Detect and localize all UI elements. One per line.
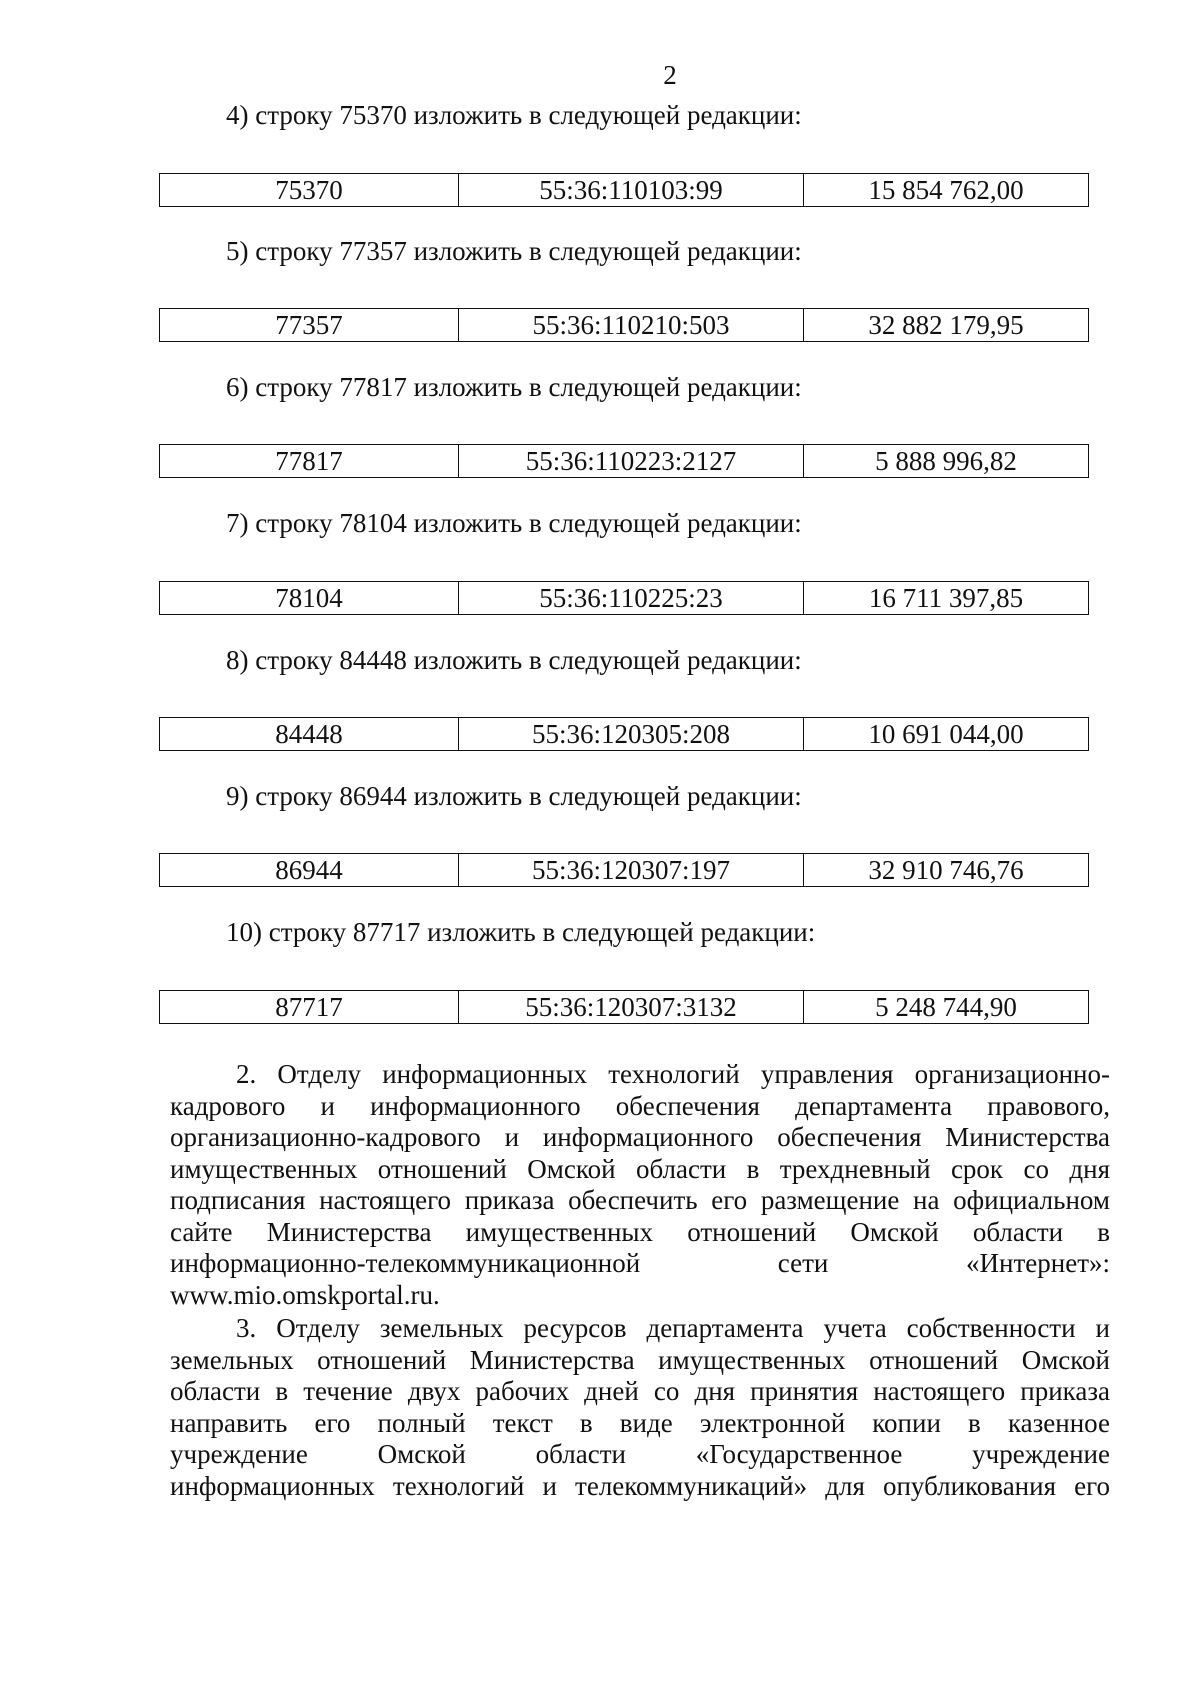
table-row bbox=[160, 445, 1089, 478]
amendment-intro: 10) строку 87717 изложить в следующей редакции: bbox=[226, 917, 816, 947]
row-code-cell: 77357 bbox=[160, 309, 459, 342]
paragraph-line: подписания настоящего приказа обеспечить его размещение на официальном bbox=[170, 1185, 1110, 1215]
cadastral-number-cell: 55:36:120307:197 bbox=[459, 854, 804, 887]
amendment-intro: 6) строку 77817 изложить в следующей редакции: bbox=[226, 372, 802, 402]
amendment-table bbox=[159, 990, 1089, 1024]
table-row bbox=[160, 582, 1089, 615]
amendment-intro: 4) строку 75370 изложить в следующей редакции: bbox=[226, 100, 802, 130]
row-code-cell: 86944 bbox=[160, 854, 459, 887]
amendment-table bbox=[159, 308, 1089, 342]
cadastral-number-cell: 55:36:110225:23 bbox=[459, 582, 804, 615]
row-code-cell: 75370 bbox=[160, 174, 459, 207]
table-row bbox=[160, 309, 1089, 342]
paragraph-line: информационных технологий и телекоммуникаций» для опубликования его bbox=[170, 1470, 1110, 1501]
website-link[interactable]: www.mio.omskportal.ru. bbox=[170, 1279, 440, 1310]
cadastral-value-cell: 5 888 996,82 bbox=[804, 445, 1089, 478]
cadastral-number-cell: 55:36:110210:503 bbox=[459, 309, 804, 342]
cadastral-value-cell: 10 691 044,00 bbox=[804, 718, 1089, 751]
amendment-table bbox=[159, 717, 1089, 751]
cadastral-value-cell: 32 910 746,76 bbox=[804, 854, 1089, 887]
paragraph-line: учреждение Омской области «Государственное учреждение bbox=[170, 1439, 1110, 1469]
paragraph-3 bbox=[170, 1313, 1110, 1502]
row-code-cell: 87717 bbox=[160, 991, 459, 1024]
table-row bbox=[160, 854, 1089, 887]
paragraph-line: сайте Министерства имущественных отношений Омской области в bbox=[170, 1216, 1110, 1247]
paragraph-line: 3. Отделу земельных ресурсов департамента учета собственности и bbox=[236, 1313, 1110, 1343]
cadastral-number-cell: 55:36:120307:3132 bbox=[459, 991, 804, 1024]
paragraph-line: информационно-телекоммуникационной сети «Интернет»: bbox=[170, 1248, 1110, 1278]
amendment-intro: 7) строку 78104 изложить в следующей редакции: bbox=[226, 508, 802, 538]
table-row bbox=[160, 174, 1089, 207]
table-row bbox=[160, 718, 1089, 751]
amendment-table bbox=[159, 853, 1089, 887]
row-code-cell: 78104 bbox=[160, 582, 459, 615]
amendment-table bbox=[159, 581, 1089, 615]
row-code-cell: 84448 bbox=[160, 718, 459, 751]
cadastral-number-cell: 55:36:110223:2127 bbox=[459, 445, 804, 478]
paragraph-2 bbox=[170, 1059, 1110, 1311]
amendment-table bbox=[159, 173, 1089, 207]
paragraph-line: имущественных отношений Омской области в трехдневный срок со дня bbox=[170, 1153, 1110, 1184]
paragraph-line: области в течение двух рабочих дней со дня принятия настоящего приказа bbox=[170, 1376, 1110, 1406]
amendment-intro: 9) строку 86944 изложить в следующей редакции: bbox=[226, 781, 802, 811]
cadastral-number-cell: 55:36:110103:99 bbox=[459, 174, 804, 207]
amendment-table bbox=[159, 444, 1089, 478]
cadastral-value-cell: 15 854 762,00 bbox=[804, 174, 1089, 207]
page-number: 2 bbox=[663, 60, 677, 90]
cadastral-value-cell: 16 711 397,85 bbox=[804, 582, 1089, 615]
cadastral-value-cell: 5 248 744,90 bbox=[804, 991, 1089, 1024]
cadastral-number-cell: 55:36:120305:208 bbox=[459, 718, 804, 751]
paragraph-line: организационно-кадрового и информационного обеспечения Министерства bbox=[170, 1122, 1110, 1152]
amendment-intro: 5) строку 77357 изложить в следующей редакции: bbox=[226, 236, 802, 266]
cadastral-value-cell: 32 882 179,95 bbox=[804, 309, 1089, 342]
paragraph-line: кадрового и информационного обеспечения департамента правового, bbox=[170, 1090, 1110, 1121]
table-row bbox=[160, 991, 1089, 1024]
row-code-cell: 77817 bbox=[160, 445, 459, 478]
paragraph-line: направить его полный текст в виде электронной копии в казенное bbox=[170, 1407, 1110, 1438]
paragraph-line: земельных отношений Министерства имущественных отношений Омской bbox=[170, 1344, 1110, 1375]
amendment-intro: 8) строку 84448 изложить в следующей редакции: bbox=[226, 645, 802, 675]
paragraph-line: 2. Отделу информационных технологий управления организационно- bbox=[236, 1059, 1110, 1089]
